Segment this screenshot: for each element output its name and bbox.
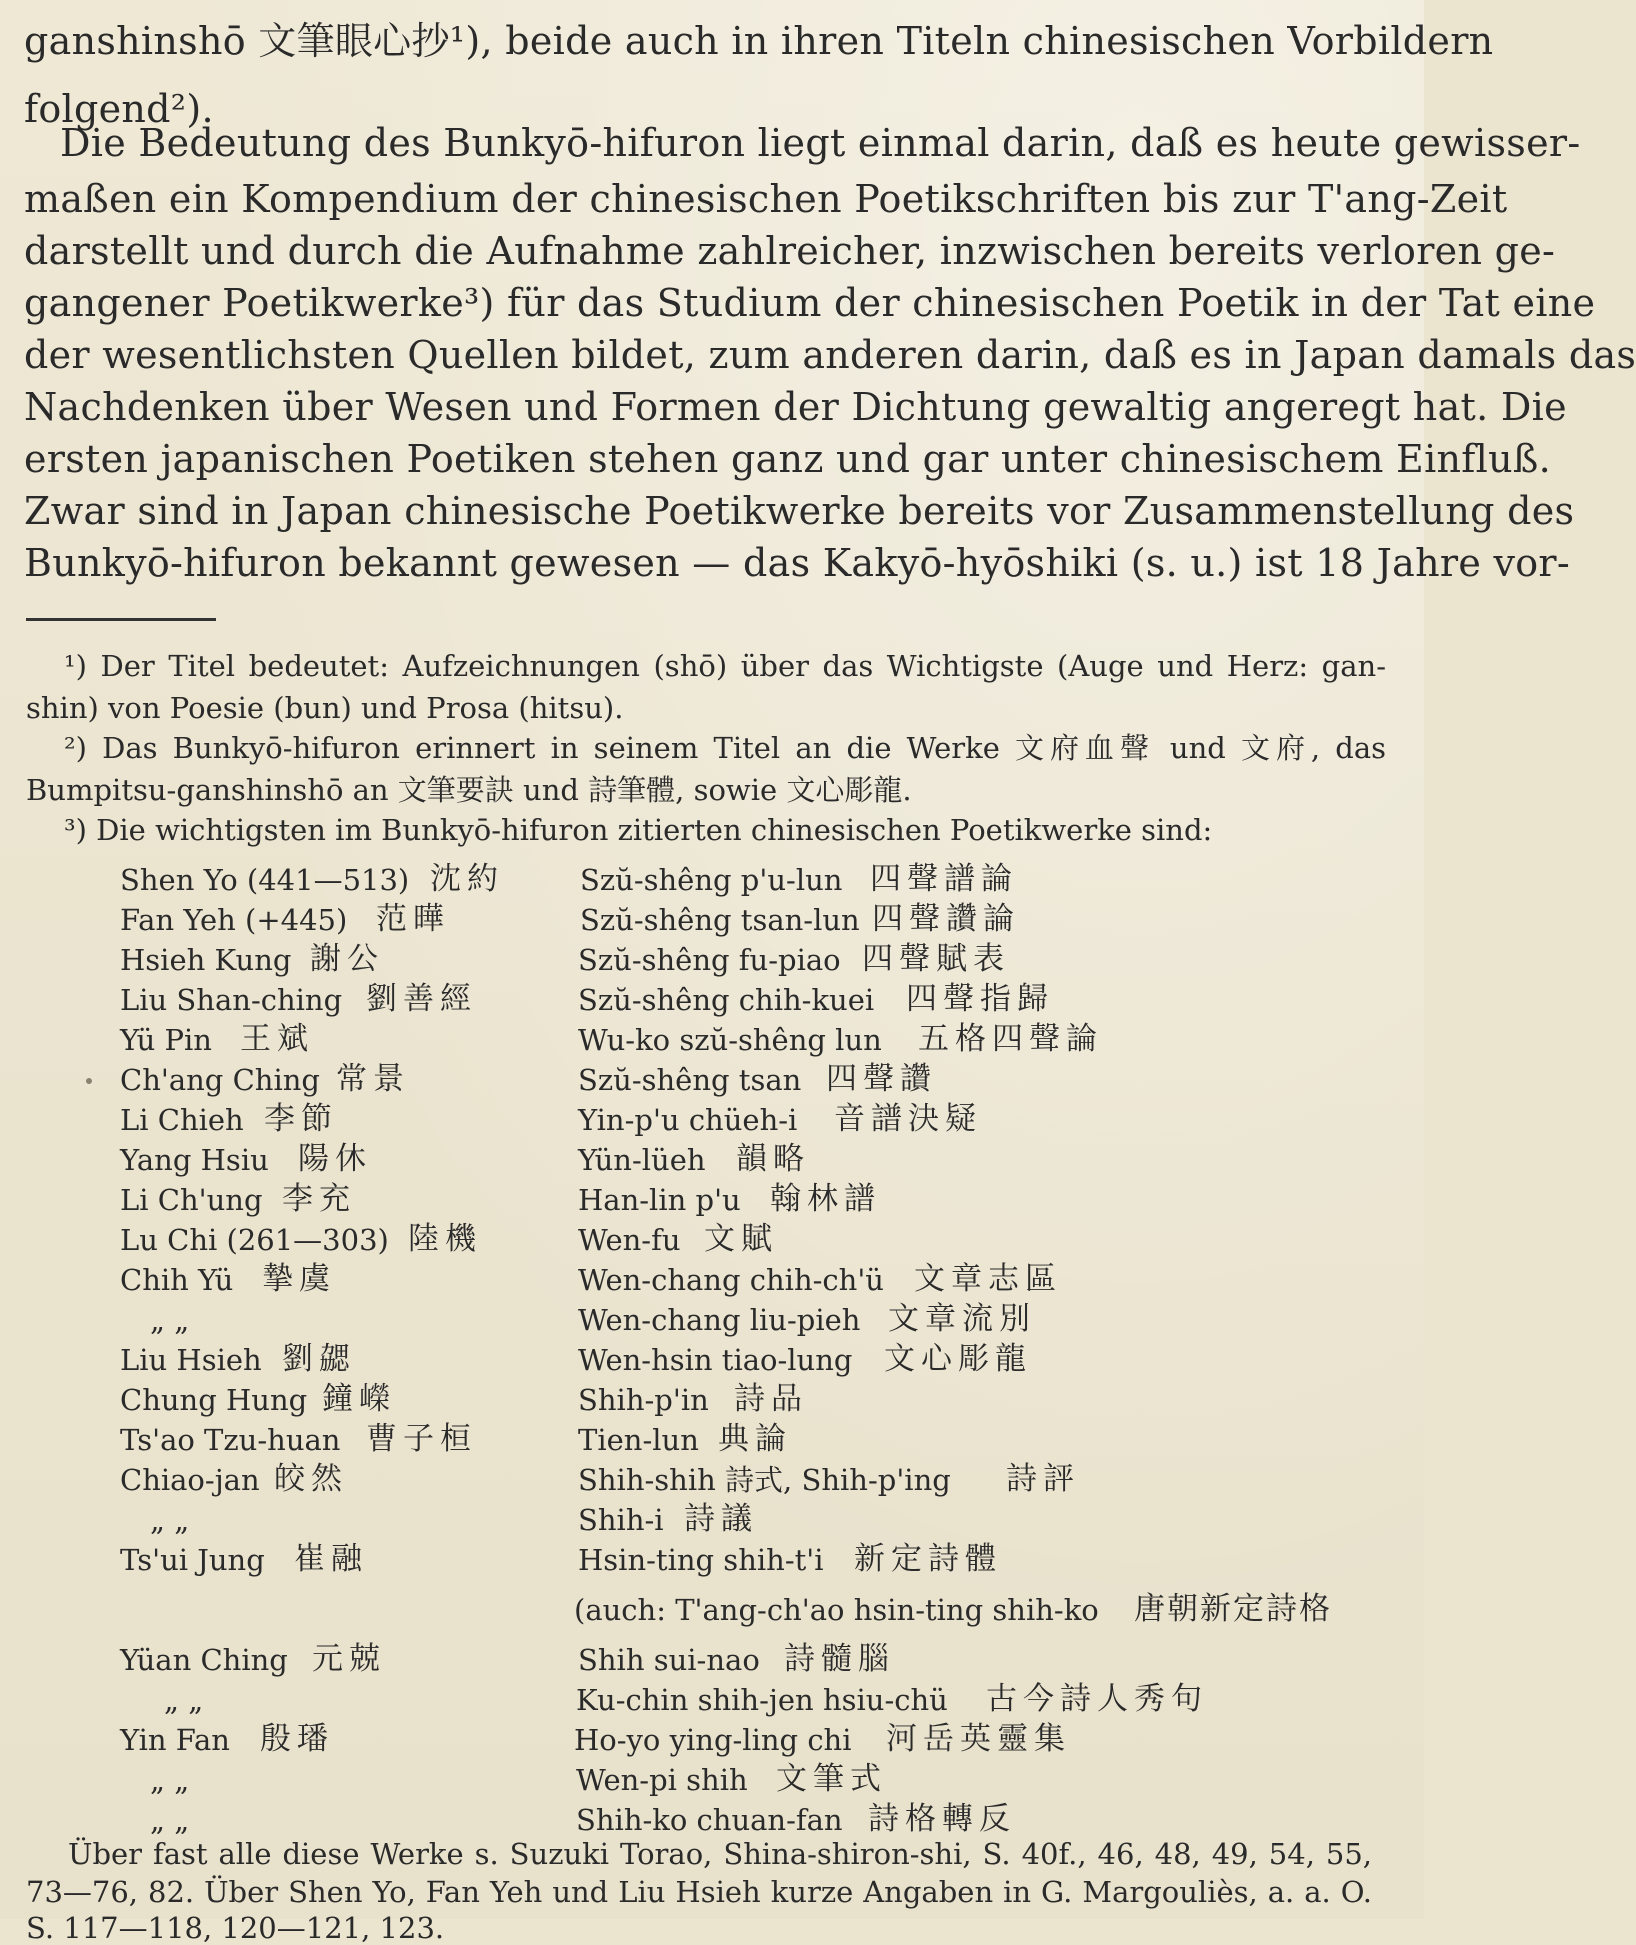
work-title: Szŭ-shêng chih-kuei [578,983,875,1017]
author-chinese: 皎然 [274,1461,348,1497]
work-chinese: 文章流別 [888,1301,1036,1337]
author-name: Ch'ang Ching [120,1063,320,1097]
ditto-mark: „ „ [150,1803,190,1837]
author-chinese: 陸機 [408,1221,482,1257]
author-name: Liu Shan-ching [120,983,343,1017]
author-name: Fan Yeh (+445) [120,903,348,937]
work-title: Wen-pi shih [576,1763,748,1797]
work-chinese: 古今詩人秀句 [986,1681,1208,1717]
ditto-mark: „ „ [150,1303,190,1337]
work-title: Shih-i [578,1503,664,1537]
ditto-mark: „ „ [150,1763,190,1797]
body-line-1: ganshinshō 文筆眼心抄¹), beide auch in ihren Titeln chinesischen Vorbildern [24,19,1494,63]
author-chinese: 劉善經 [366,981,477,1017]
work-chinese: 四聲指歸 [906,981,1054,1017]
footnote-1-line-1: ¹) Der Titel bedeutet: Aufzeichnungen (shō) über das Wichtigste (Auge und Herz: gan- [64,649,1386,683]
author-chinese: 陽休 [298,1141,372,1177]
author-name: Chih Yü [120,1263,234,1297]
work-title: Wu-ko szŭ-shêng lun [578,1023,882,1057]
author-chinese: 劉勰 [282,1341,356,1377]
author-chinese: 范曄 [376,901,450,937]
work-title: Szŭ-shêng fu-piao [578,943,841,977]
work-title: Wen-hsin tiao-lung [578,1343,853,1377]
work-title: Szŭ-shêng p'u-lun [580,863,843,897]
work-chinese: 文賦 [704,1221,778,1257]
closing-line-2: 73—76, 82. Über Shen Yo, Fan Yeh und Liu Hsieh kurze Angaben in G. Margouliès, a. a. O. [26,1875,1372,1909]
work-title: Yin-p'u chüeh-i [578,1103,798,1137]
footnote-divider [26,618,216,621]
author-chinese: 鐘嶸 [322,1381,396,1417]
work-title: Hsin-ting shih-t'i [578,1543,824,1577]
footnote-3-line-1: ³) Die wichtigsten im Bunkyō-hifuron zitierten chinesischen Poetikwerke sind: [64,813,1213,847]
work-title: Shih-p'in [578,1383,709,1417]
author-chinese: 李節 [264,1101,338,1137]
body-line-6: gangener Poetikwerke³) für das Studium der chinesischen Poetik in der Tat eine [24,281,1596,325]
author-chinese: 摯虞 [262,1261,336,1297]
body-line-5: darstellt und durch die Aufnahme zahlreicher, inzwischen bereits verloren ge- [24,229,1556,273]
author-name: Lu Chi (261—303) [120,1223,389,1257]
work-title: (auch: T'ang-ch'ao hsin-ting shih-ko [574,1593,1099,1627]
author-chinese: 崔融 [294,1541,368,1577]
work-chinese: 五格四聲論 [918,1021,1103,1057]
work-chinese: 四聲譜論 [870,861,1018,897]
author-name: Yin Fan [120,1723,230,1757]
work-chinese: 四聲讚 [826,1061,937,1097]
work-chinese: 唐朝新定詩格 [1134,1591,1332,1627]
ink-speck [86,1078,92,1084]
work-chinese: 文筆式 [776,1761,887,1797]
body-line-9: ersten japanischen Poetiken stehen ganz und gar unter chinesischem Einfluß. [24,437,1551,481]
work-chinese: 四聲讚論 [872,901,1020,937]
author-chinese: 王斌 [240,1021,314,1057]
work-title: Szŭ-shêng tsan-lun [580,903,860,937]
author-name: Chung Hung [120,1383,308,1417]
body-line-8: Nachdenken über Wesen und Formen der Dichtung gewaltig angeregt hat. Die [24,385,1567,429]
body-line-11: Bunkyō-hifuron bekannt gewesen — das Kakyō-hyōshiki (s. u.) ist 18 Jahre vor- [24,541,1571,585]
author-name: Yü Pin [120,1023,212,1057]
body-line-7: der wesentlichsten Quellen bildet, zum anderen darin, daß es in Japan damals das [24,333,1636,377]
author-name: Li Ch'ung [120,1183,263,1217]
closing-line-3: S. 117—118, 120—121, 123. [26,1911,445,1945]
work-title: Ku-chin shih-jen hsiu-chü [576,1683,948,1717]
author-chinese: 常景 [336,1061,410,1097]
body-line-3: Die Bedeutung des Bunkyō-hifuron liegt einmal darin, daß es heute gewisser- [60,121,1581,165]
footnote-2-line-2: Bumpitsu-ganshinshō an 文筆要訣 und 詩筆體, sowie 文心彫龍. [26,773,912,807]
body-line-2: folgend²). [24,87,214,131]
work-chinese: 文心彫龍 [884,1341,1032,1377]
ditto-mark: „ „ [164,1683,204,1717]
work-chinese: 四聲賦表 [862,941,1010,977]
body-line-4: maßen ein Kompendium der chinesischen Poetikschriften bis zur T'ang-Zeit [24,177,1508,221]
work-title: Wen-fu [578,1223,681,1257]
work-chinese: 文章志區 [914,1261,1062,1297]
work-title: Ho-yo ying-ling chi [574,1723,852,1757]
work-title: Shih-shih 詩式, Shih-p'ing [578,1463,951,1497]
work-title: Szŭ-shêng tsan [578,1063,802,1097]
work-title: Shih-ko chuan-fan [576,1803,843,1837]
author-name: Yüan Ching [120,1643,288,1677]
author-chinese: 殷璠 [260,1721,334,1757]
work-chinese: 音譜決疑 [834,1101,982,1137]
work-title: Wen-chang chih-ch'ü [578,1263,884,1297]
author-chinese: 李充 [282,1181,356,1217]
closing-line-1: Über fast alle diese Werke s. Suzuki Torao, Shina-shiron-shi, S. 40f., 46, 48, 49, 54, 55, [68,1837,1372,1871]
author-name: Yang Hsiu [120,1143,269,1177]
work-chinese: 翰林譜 [770,1181,881,1217]
work-title: Yün-lüeh [578,1143,706,1177]
author-name: Ts'ao Tzu-huan [120,1423,341,1457]
work-title: Han-lin p'u [578,1183,741,1217]
author-chinese: 沈約 [430,861,504,897]
author-chinese: 曹子桓 [366,1421,477,1457]
work-title: Wen-chang liu-pieh [578,1303,861,1337]
body-line-10: Zwar sind in Japan chinesische Poetikwerke bereits vor Zusammenstellung des [24,489,1575,533]
author-chinese: 元兢 [312,1641,386,1677]
author-name: Li Chieh [120,1103,244,1137]
ditto-mark: „ „ [150,1503,190,1537]
footnote-1-line-2: shin) von Poesie (bun) und Prosa (hitsu). [26,691,624,725]
work-chinese: 詩髓腦 [784,1641,895,1677]
work-chinese: 詩品 [734,1381,808,1417]
author-name: Ts'ui Jung [120,1543,265,1577]
work-title: Shih sui-nao [578,1643,760,1677]
footnote-2-line-1: ²) Das Bunkyō-hifuron erinnert in seinem Titel an die Werke 文府血聲 und 文府, das [64,731,1386,765]
author-name: Hsieh Kung [120,943,292,977]
work-chinese: 河岳英靈集 [886,1721,1071,1757]
work-chinese: 詩議 [684,1501,758,1537]
author-name: Shen Yo (441—513) [120,863,410,897]
author-chinese: 謝公 [310,941,384,977]
work-chinese: 新定詩體 [854,1541,1002,1577]
author-name: Liu Hsieh [120,1343,262,1377]
work-title: Tien-lun [578,1423,699,1457]
author-name: Chiao-jan [120,1463,260,1497]
work-chinese: 典論 [718,1421,792,1457]
work-chinese: 詩格轉反 [868,1801,1016,1837]
work-chinese: 韻略 [736,1141,810,1177]
work-chinese: 詩評 [1006,1461,1080,1497]
